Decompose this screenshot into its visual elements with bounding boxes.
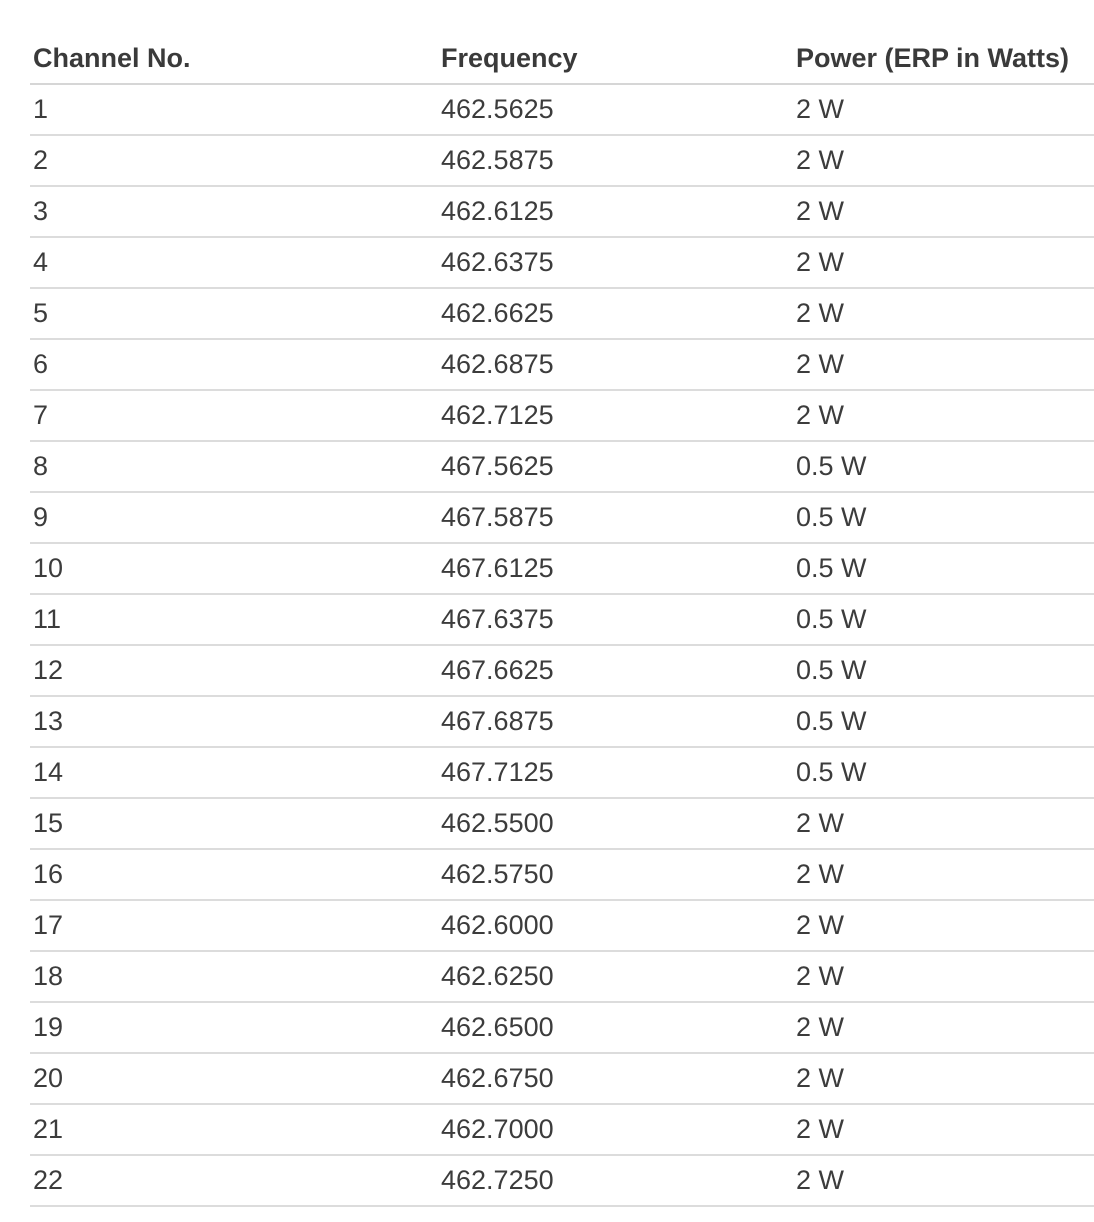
cell-frequency: 462.6625 <box>438 288 793 339</box>
table-row <box>30 951 1094 1002</box>
cell-channel: 22 <box>30 1155 438 1206</box>
cell-channel: 18 <box>30 951 438 1002</box>
table-row <box>30 798 1094 849</box>
table-row <box>30 492 1094 543</box>
channel-frequency-table <box>30 33 1094 1207</box>
cell-channel: 15 <box>30 798 438 849</box>
table-row <box>30 288 1094 339</box>
table-row <box>30 84 1094 135</box>
cell-power: 2 W <box>793 900 1094 951</box>
cell-power: 2 W <box>793 237 1094 288</box>
cell-channel: 21 <box>30 1104 438 1155</box>
table-row <box>30 849 1094 900</box>
cell-channel: 1 <box>30 84 438 135</box>
cell-channel: 10 <box>30 543 438 594</box>
cell-frequency: 467.5875 <box>438 492 793 543</box>
cell-power: 2 W <box>793 390 1094 441</box>
cell-power: 0.5 W <box>793 441 1094 492</box>
cell-frequency: 462.6250 <box>438 951 793 1002</box>
cell-power: 2 W <box>793 135 1094 186</box>
cell-power: 2 W <box>793 84 1094 135</box>
table-row <box>30 135 1094 186</box>
table-row <box>30 645 1094 696</box>
cell-channel: 5 <box>30 288 438 339</box>
table-row <box>30 1053 1094 1104</box>
header-channel-no: Channel No. <box>30 33 438 84</box>
table-header <box>30 33 1094 84</box>
cell-channel: 14 <box>30 747 438 798</box>
cell-channel: 3 <box>30 186 438 237</box>
table-row <box>30 543 1094 594</box>
cell-frequency: 462.7250 <box>438 1155 793 1206</box>
cell-power: 2 W <box>793 1155 1094 1206</box>
cell-frequency: 467.5625 <box>438 441 793 492</box>
cell-channel: 16 <box>30 849 438 900</box>
cell-channel: 2 <box>30 135 438 186</box>
table-row <box>30 1104 1094 1155</box>
channel-table-container <box>30 33 1094 1207</box>
cell-power: 2 W <box>793 798 1094 849</box>
header-frequency: Frequency <box>438 33 793 84</box>
cell-frequency: 462.5875 <box>438 135 793 186</box>
table-row <box>30 900 1094 951</box>
cell-power: 2 W <box>793 339 1094 390</box>
cell-frequency: 462.7000 <box>438 1104 793 1155</box>
cell-channel: 12 <box>30 645 438 696</box>
table-row <box>30 186 1094 237</box>
cell-power: 2 W <box>793 1053 1094 1104</box>
table-row <box>30 1002 1094 1053</box>
cell-frequency: 467.7125 <box>438 747 793 798</box>
cell-power: 2 W <box>793 186 1094 237</box>
cell-frequency: 462.6750 <box>438 1053 793 1104</box>
cell-frequency: 467.6125 <box>438 543 793 594</box>
header-row <box>30 33 1094 84</box>
cell-frequency: 462.5500 <box>438 798 793 849</box>
cell-frequency: 467.6625 <box>438 645 793 696</box>
table-body <box>30 84 1094 1206</box>
cell-power: 0.5 W <box>793 492 1094 543</box>
cell-channel: 8 <box>30 441 438 492</box>
cell-channel: 9 <box>30 492 438 543</box>
cell-power: 2 W <box>793 849 1094 900</box>
header-power: Power (ERP in Watts) <box>793 33 1094 84</box>
table-row <box>30 1155 1094 1206</box>
cell-frequency: 462.7125 <box>438 390 793 441</box>
cell-frequency: 462.6500 <box>438 1002 793 1053</box>
table-row <box>30 747 1094 798</box>
table-row <box>30 441 1094 492</box>
cell-power: 0.5 W <box>793 696 1094 747</box>
cell-channel: 13 <box>30 696 438 747</box>
cell-channel: 4 <box>30 237 438 288</box>
cell-channel: 17 <box>30 900 438 951</box>
cell-channel: 20 <box>30 1053 438 1104</box>
table-row <box>30 237 1094 288</box>
cell-frequency: 462.5625 <box>438 84 793 135</box>
table-row <box>30 390 1094 441</box>
cell-power: 2 W <box>793 951 1094 1002</box>
cell-frequency: 467.6875 <box>438 696 793 747</box>
cell-frequency: 462.6000 <box>438 900 793 951</box>
table-row <box>30 696 1094 747</box>
cell-power: 2 W <box>793 288 1094 339</box>
cell-power: 0.5 W <box>793 747 1094 798</box>
cell-channel: 11 <box>30 594 438 645</box>
cell-frequency: 462.5750 <box>438 849 793 900</box>
cell-frequency: 467.6375 <box>438 594 793 645</box>
table-row <box>30 594 1094 645</box>
cell-frequency: 462.6875 <box>438 339 793 390</box>
cell-power: 2 W <box>793 1002 1094 1053</box>
cell-power: 0.5 W <box>793 594 1094 645</box>
cell-frequency: 462.6125 <box>438 186 793 237</box>
cell-channel: 7 <box>30 390 438 441</box>
cell-power: 0.5 W <box>793 543 1094 594</box>
cell-channel: 19 <box>30 1002 438 1053</box>
table-row <box>30 339 1094 390</box>
cell-power: 0.5 W <box>793 645 1094 696</box>
cell-frequency: 462.6375 <box>438 237 793 288</box>
cell-power: 2 W <box>793 1104 1094 1155</box>
cell-channel: 6 <box>30 339 438 390</box>
